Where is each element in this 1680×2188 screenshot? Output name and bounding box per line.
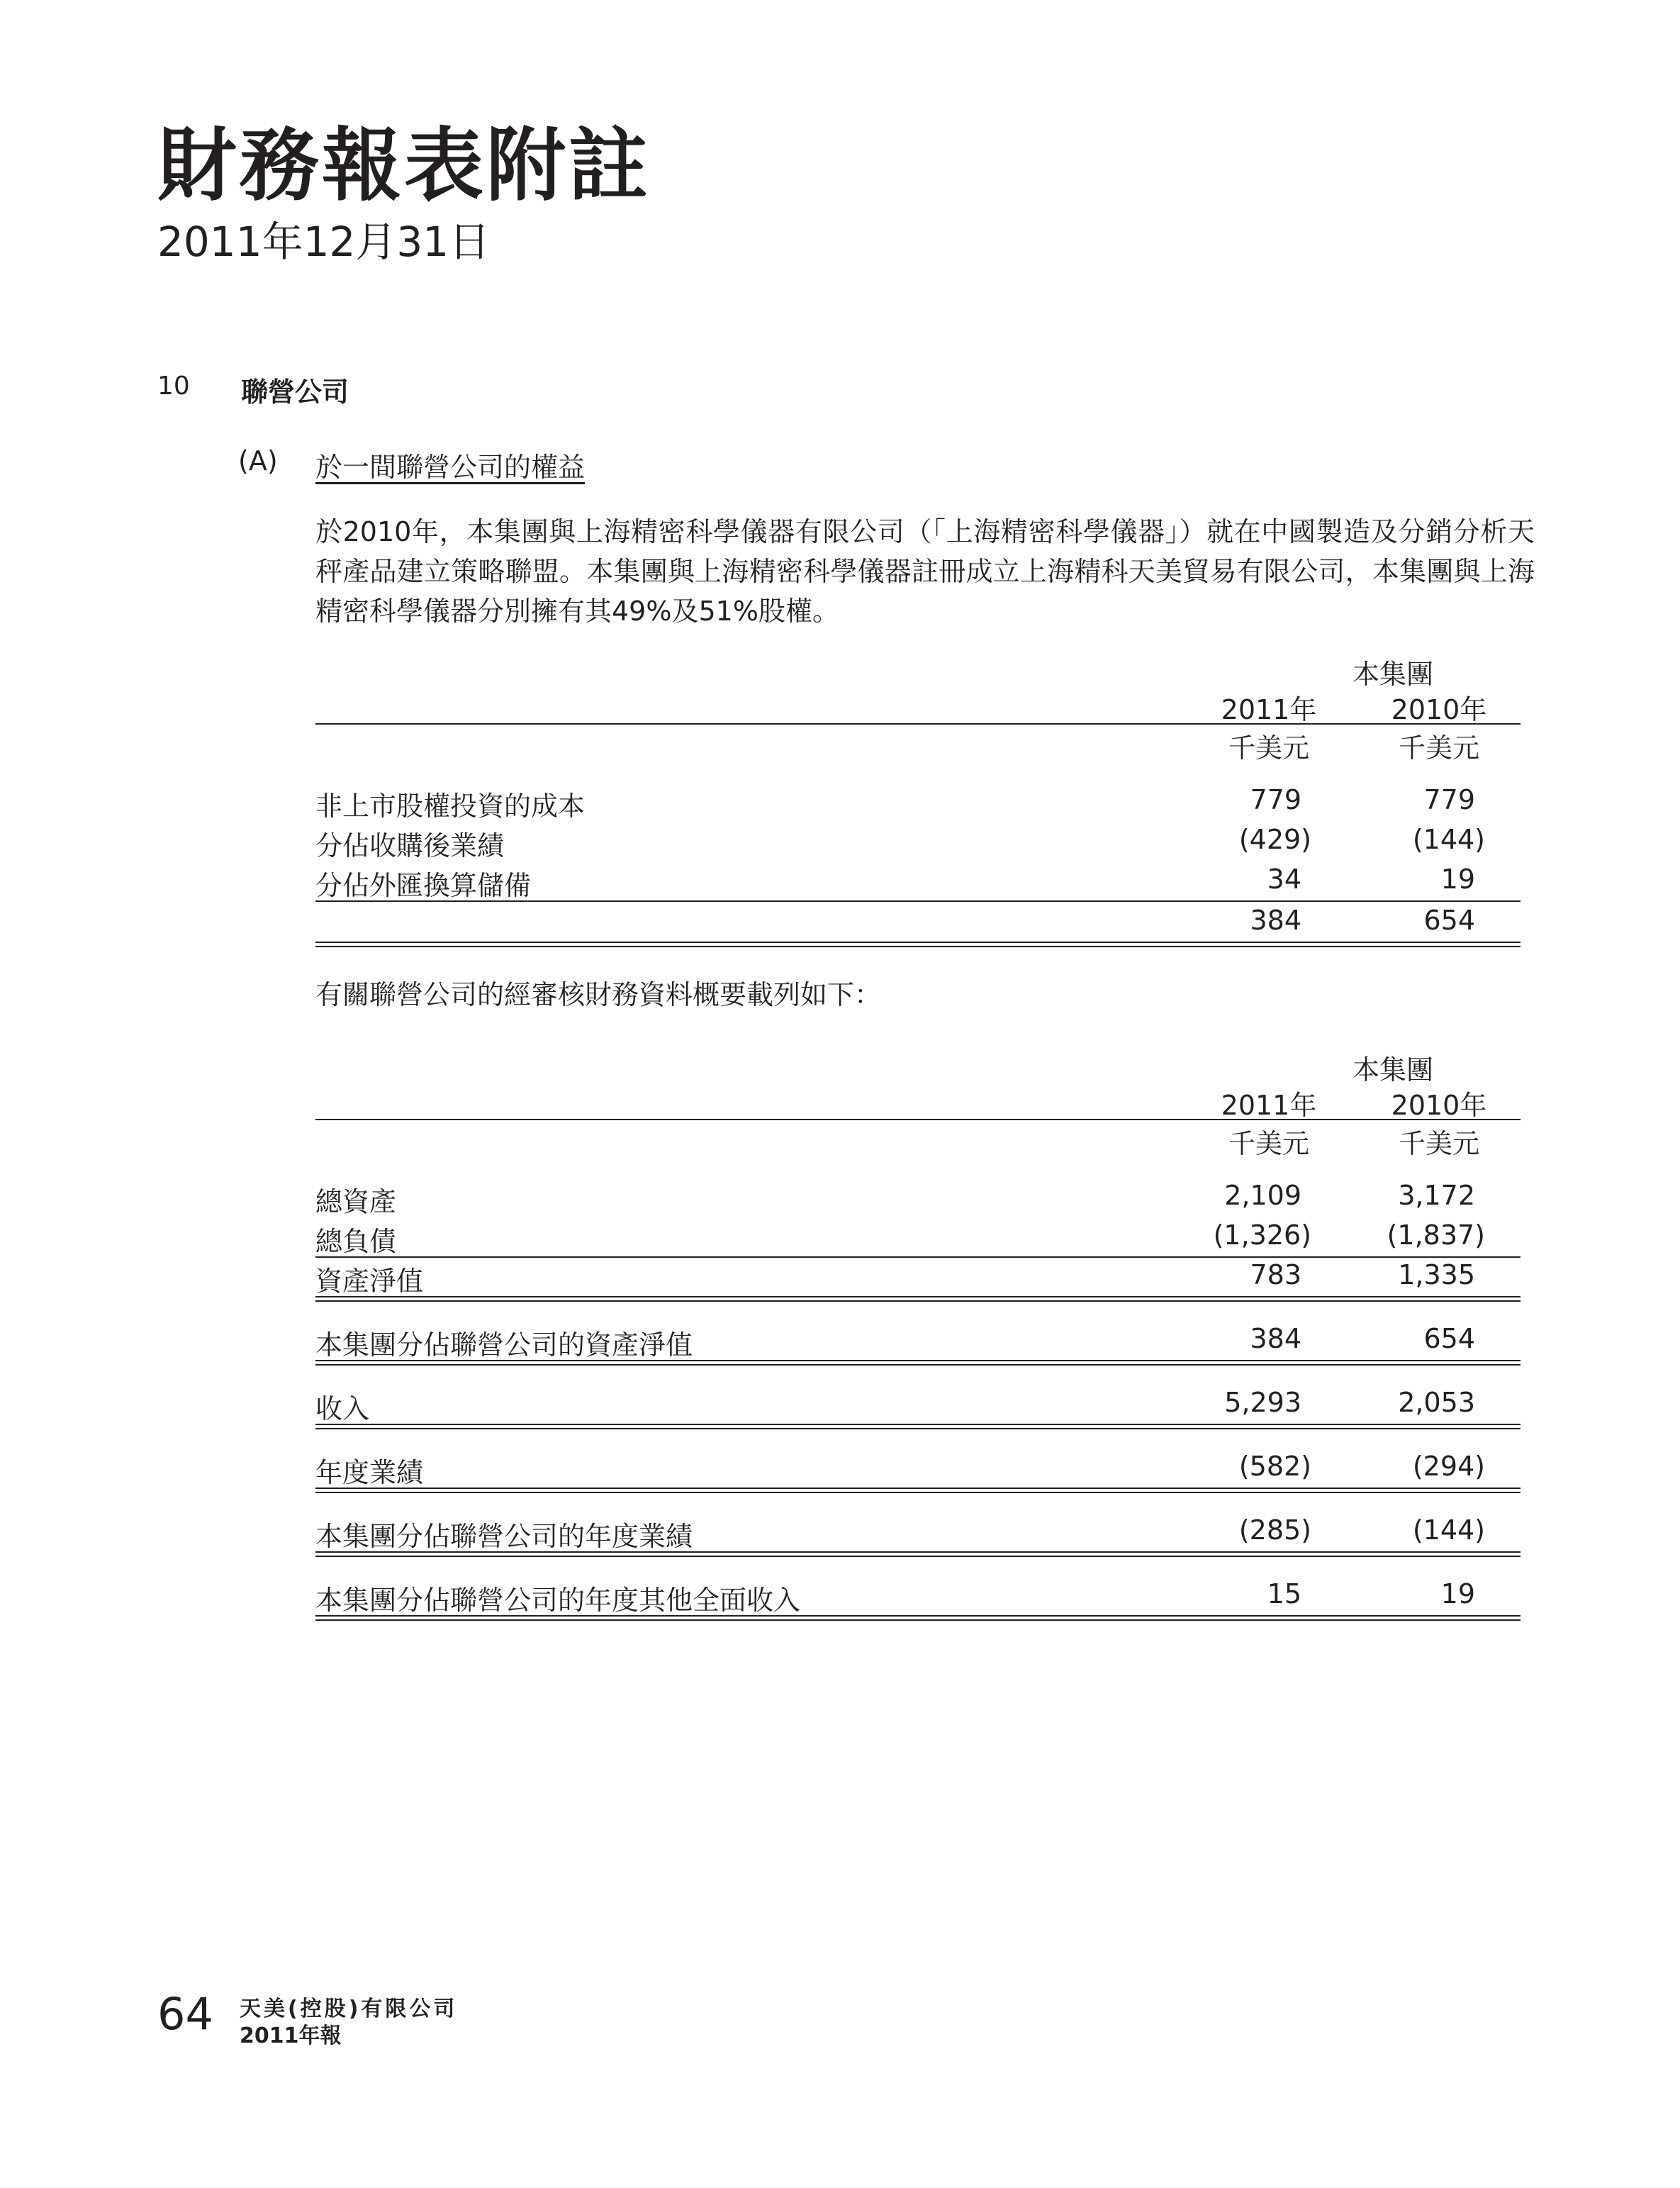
table-row: [315, 784, 1521, 824]
row-label: 本集團分佔聯營公司的資產淨值: [315, 1329, 693, 1361]
table2-col2-unit: 千美元: [1398, 1128, 1479, 1159]
table1-subtotal-rule: [315, 900, 1521, 902]
value-2011: (582): [1238, 1451, 1311, 1482]
subsection-label: (A): [238, 445, 278, 476]
value-2011: 2,109: [1224, 1180, 1301, 1211]
table-row: [315, 1451, 1521, 1490]
company-name: 天美(控股)有限公司: [240, 1997, 458, 2021]
value-2011: (285): [1238, 1514, 1311, 1546]
subsection-paragraph: 於2010年，本集團與上海精密科學儀器有限公司（「上海精密科學儀器」）就在中國製造及分銷分析天秤產品建立策略聯盟。本集團與上海精密科學儀器註冊成立上海精科天美貿易有限公司，本集團與上海精密科學儀器分別擁有其49%及51%股權。: [315, 516, 1535, 627]
row-label: 資產淨值: [315, 1266, 424, 1297]
table1-col2-unit: 千美元: [1398, 732, 1479, 764]
row-label: 分佔外匯換算儲備: [315, 870, 532, 901]
table2-col1-year: 2011年: [1221, 1090, 1317, 1121]
value-2010: (144): [1412, 824, 1485, 855]
value-2010: 1,335: [1398, 1259, 1475, 1290]
value-2010: 779: [1423, 784, 1475, 815]
section-title: 聯營公司: [241, 376, 349, 408]
table-row: [315, 864, 1521, 903]
table2-rule: [315, 1424, 1521, 1429]
value-2011: 5,293: [1224, 1387, 1301, 1418]
table2-rule: [315, 1615, 1521, 1621]
table2-rule: [315, 1296, 1521, 1302]
table2-rule: [315, 1551, 1521, 1557]
table1-col1-unit: 千美元: [1228, 732, 1309, 764]
value-2011: 15: [1267, 1578, 1301, 1609]
table-row: [315, 1514, 1521, 1554]
page-date: 2011年12月31日: [157, 218, 491, 266]
row-label: 總負債: [315, 1226, 397, 1257]
total-2011: 384: [1250, 905, 1301, 936]
table1-total-rule: [315, 942, 1521, 947]
table2-col2-year: 2010年: [1391, 1090, 1487, 1121]
value-2011: 779: [1250, 784, 1301, 815]
table-row: [315, 1219, 1521, 1259]
table2-rule: [315, 1487, 1521, 1493]
financial-summary-table: [315, 1048, 1521, 1615]
value-2011: (1,326): [1213, 1219, 1311, 1251]
page-title: 財務報表附註: [157, 120, 651, 212]
row-label: 本集團分佔聯營公司的年度業績: [315, 1521, 693, 1552]
row-label: 非上市股權投資的成本: [315, 791, 586, 822]
value-2011: 783: [1250, 1259, 1301, 1290]
value-2010: 2,053: [1398, 1387, 1475, 1418]
value-2010: 654: [1423, 1323, 1475, 1354]
page-number: 64: [157, 1988, 213, 2040]
value-2010: 3,172: [1398, 1180, 1475, 1211]
section-number: 10: [157, 372, 190, 401]
table2-header-rule: [315, 1119, 1521, 1120]
table1-header-rule: [315, 723, 1521, 725]
value-2011: 384: [1250, 1323, 1301, 1354]
row-label: 分佔收購後業績: [315, 830, 505, 861]
table-row: [315, 1259, 1521, 1299]
value-2011: (429): [1238, 824, 1311, 855]
row-label: 年度業績: [315, 1457, 424, 1488]
table-row: [315, 1180, 1521, 1219]
value-2010: (1,837): [1387, 1219, 1485, 1251]
investment-table: [315, 652, 1521, 950]
value-2010: (294): [1412, 1451, 1485, 1482]
table-row: [315, 1387, 1521, 1427]
table2-rule: [315, 1360, 1521, 1366]
row-label: 總資產: [315, 1186, 397, 1217]
value-2011: 34: [1267, 864, 1301, 895]
table1-group-header: 本集團: [1352, 659, 1433, 690]
total-2010: 654: [1423, 905, 1475, 936]
table-row-total: [315, 905, 1521, 944]
value-2010: 19: [1440, 864, 1475, 895]
table-row: [315, 824, 1521, 864]
table-row: [315, 1578, 1521, 1618]
subsection-title: 於一間聯營公司的權益: [315, 452, 586, 483]
report-name: 2011年報: [240, 2024, 342, 2048]
table-row: [315, 1323, 1521, 1363]
row-label: 收入: [315, 1393, 370, 1424]
value-2010: 19: [1440, 1578, 1475, 1609]
table2-group-header: 本集團: [1352, 1054, 1433, 1085]
table2-subtotal-rule: [315, 1256, 1521, 1258]
summary-intro: 有關聯營公司的經審核財務資料概要載列如下：: [315, 979, 882, 1010]
table1-col2-year: 2010年: [1391, 694, 1487, 725]
table2-col1-unit: 千美元: [1228, 1128, 1309, 1159]
value-2010: (144): [1412, 1514, 1485, 1546]
row-label: 本集團分佔聯營公司的年度其他全面收入: [315, 1585, 801, 1616]
table1-col1-year: 2011年: [1221, 694, 1317, 725]
